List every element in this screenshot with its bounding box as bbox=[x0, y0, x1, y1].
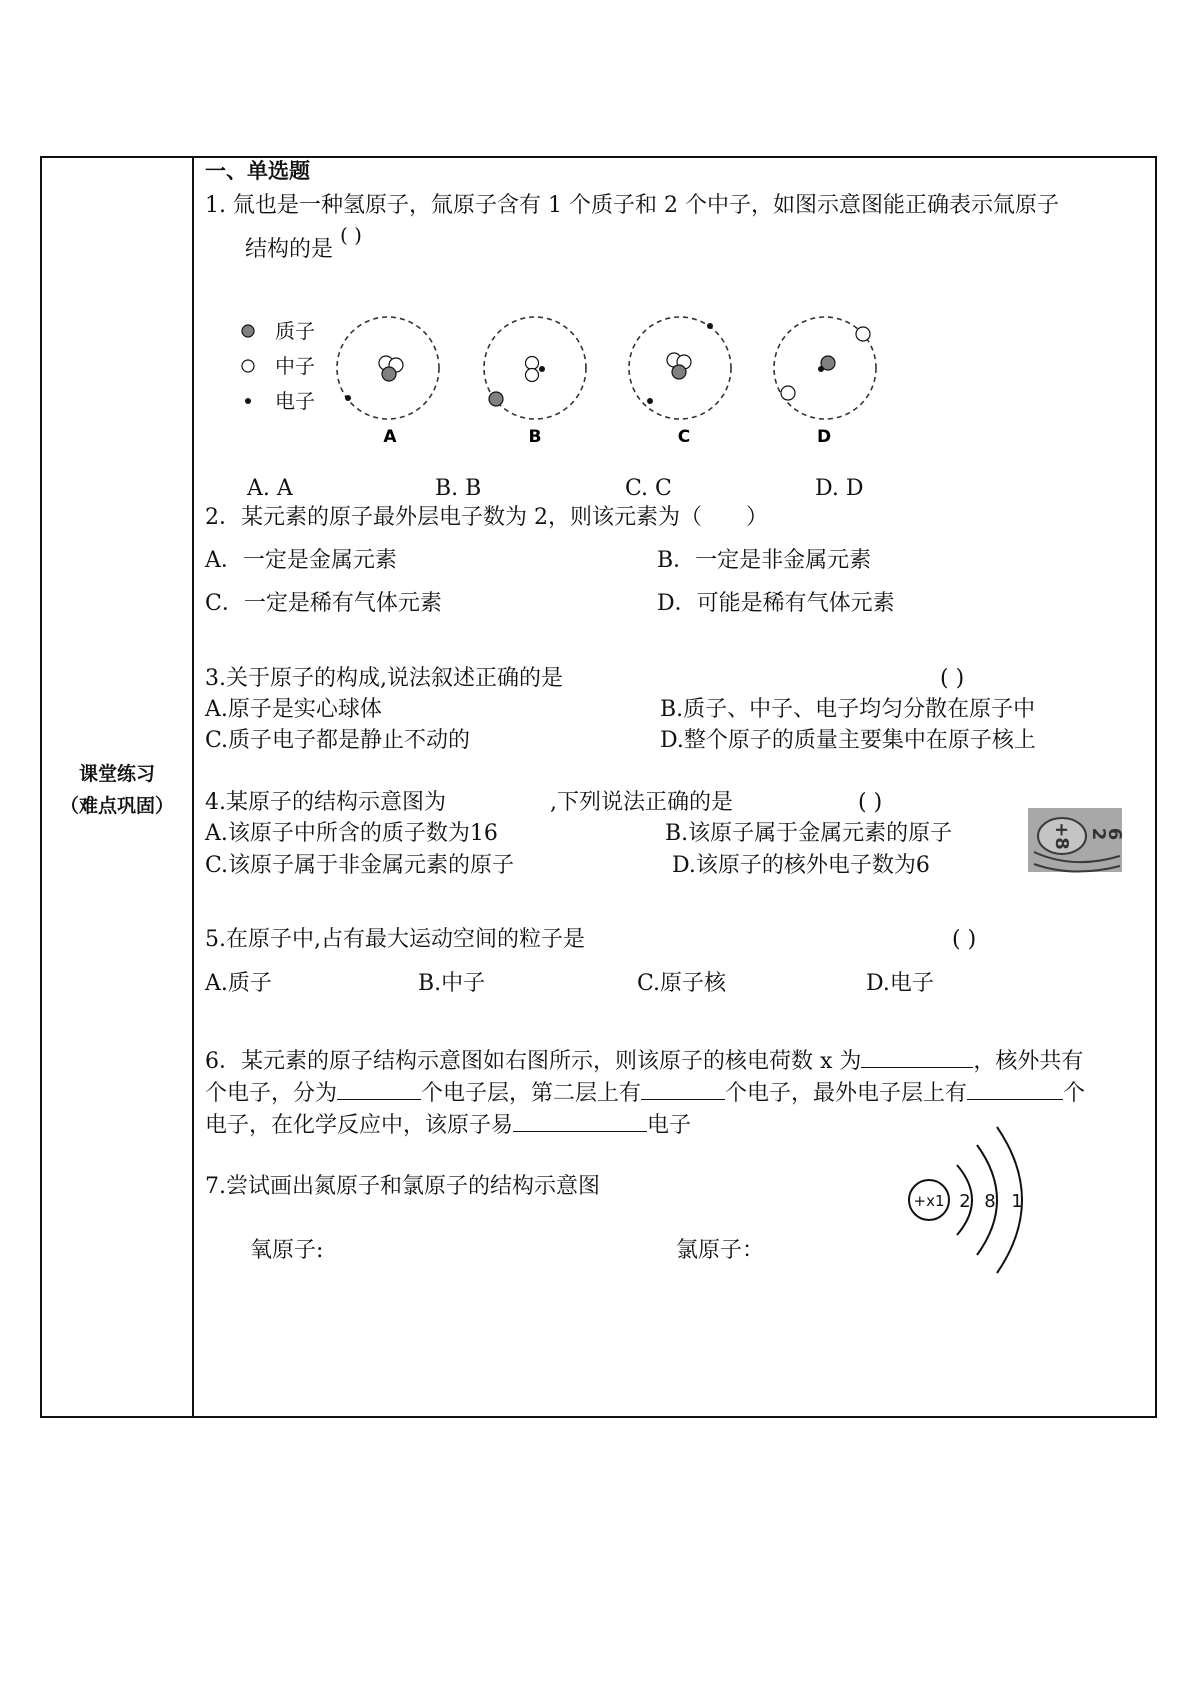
diagram-nucleus-label: +x1 bbox=[913, 1192, 945, 1210]
side-label-line2: （难点巩固） bbox=[59, 795, 174, 817]
q5-stem: 5.在原子中,占有最大运动空间的粒子是 bbox=[205, 927, 585, 952]
side-label bbox=[42, 758, 192, 822]
diagram-label-c: C bbox=[677, 427, 691, 447]
legend-proton-label: 质子 bbox=[275, 319, 315, 343]
q6-line3: 电子，在化学反应中，该原子易 电子 bbox=[205, 1113, 692, 1138]
diagram-label-b: B bbox=[528, 427, 542, 447]
q6-blank-tendency[interactable] bbox=[513, 1113, 647, 1132]
q6-blank-shell-count[interactable] bbox=[641, 1081, 725, 1100]
q6-blank-outer[interactable] bbox=[967, 1081, 1063, 1100]
q5-option-d[interactable]: D.电子 bbox=[866, 971, 934, 996]
q4-photo-shell1: 2 bbox=[1088, 827, 1109, 841]
q4-option-c[interactable]: C.该原子属于非金属元素的原子 bbox=[205, 853, 515, 878]
q1-option-d[interactable]: D. D bbox=[815, 476, 864, 501]
legend-electron-icon bbox=[245, 398, 251, 404]
q2-option-c[interactable]: C．一定是稀有气体元素 bbox=[205, 591, 442, 616]
q7-label-left: 氧原子: bbox=[250, 1238, 324, 1263]
diagram-shell2-label: 8 bbox=[984, 1191, 996, 1212]
legend-neutron-label: 中子 bbox=[275, 354, 315, 378]
q1-option-a[interactable]: A. A bbox=[247, 476, 293, 501]
q7-label-right: 氯原子： bbox=[676, 1238, 765, 1263]
legend-electron-label: 电子 bbox=[275, 389, 315, 413]
q2-stem: 2．某元素的原子最外层电子数为 2，则该元素为（ ） bbox=[205, 505, 768, 530]
q1-atom-diagrams bbox=[240, 305, 750, 460]
q4-option-b[interactable]: B.该原子属于金属元素的原子 bbox=[665, 821, 953, 846]
legend-neutron-icon bbox=[242, 360, 254, 372]
q1-option-c[interactable]: C. C bbox=[625, 476, 672, 501]
q6-line2: 个电子，分为 个电子层，第二层上有 个电子，最外电子层上有 个 bbox=[205, 1081, 1086, 1106]
diagram-shell3-label: 1 bbox=[1011, 1191, 1023, 1212]
q5-option-c[interactable]: C.原子核 bbox=[637, 971, 727, 996]
side-label-line1: 课堂练习 bbox=[78, 763, 155, 785]
q2-option-a[interactable]: A．一定是金属元素 bbox=[205, 548, 397, 573]
q2-option-d[interactable]: D．可能是稀有气体元素 bbox=[657, 591, 895, 616]
diagram-label-d: D bbox=[816, 427, 832, 447]
q6-blank-electron-count[interactable] bbox=[337, 1081, 421, 1100]
q1-option-b[interactable]: B. B bbox=[435, 476, 482, 501]
q6-structure-diagram bbox=[905, 1125, 1045, 1275]
q3-option-d[interactable]: D.整个原子的质量主要集中在原子核上 bbox=[660, 728, 1036, 753]
atom-diagram-b bbox=[484, 317, 586, 419]
q3-option-b[interactable]: B.质子、中子、电子均匀分散在原子中 bbox=[660, 697, 1036, 722]
q3-stem: 3.关于原子的构成,说法叙述正确的是 bbox=[205, 666, 563, 691]
q4-structure-photo bbox=[1028, 808, 1125, 872]
diagram-shell1-label: 2 bbox=[959, 1191, 971, 1212]
q7-stem: 7.尝试画出氮原子和氯原子的结构示意图 bbox=[205, 1174, 600, 1199]
q1-atom-diagram-d bbox=[750, 305, 900, 460]
column-divider bbox=[192, 156, 194, 1418]
q4-option-d[interactable]: D.该原子的核外电子数为6 bbox=[672, 853, 930, 878]
q6-blank-charge[interactable] bbox=[861, 1049, 973, 1068]
q1-line2: 结构的是 bbox=[245, 237, 334, 262]
q5-bracket: ( ) bbox=[952, 927, 977, 952]
diagram-label-a: A bbox=[383, 427, 397, 447]
q4-photo-shell2: 6 bbox=[1104, 827, 1125, 841]
legend-proton-icon bbox=[242, 325, 254, 337]
q6-line1: 6．某元素的原子结构示意图如右图所示，则该原子的核电荷数 x 为 ，核外共有 bbox=[205, 1049, 1084, 1074]
q3-option-c[interactable]: C.质子电子都是静止不动的 bbox=[205, 728, 471, 753]
q5-option-a[interactable]: A.质子 bbox=[205, 971, 272, 996]
q5-option-b[interactable]: B.中子 bbox=[418, 971, 486, 996]
q4-photo-nucleus: +8 bbox=[1051, 822, 1072, 850]
atom-diagram-c bbox=[629, 317, 731, 419]
q3-bracket: ( ) bbox=[940, 666, 965, 691]
q3-option-a[interactable]: A.原子是实心球体 bbox=[205, 697, 382, 722]
q4-stem-part1: 4.某原子的结构示意图为 bbox=[205, 790, 446, 815]
q4-stem-part2: ,下列说法正确的是 bbox=[550, 790, 733, 815]
section-title: 一、单选题 bbox=[205, 159, 310, 183]
q4-bracket: ( ) bbox=[858, 790, 883, 815]
q1-bracket: ( ) bbox=[340, 223, 362, 247]
atom-diagram-a bbox=[337, 317, 439, 419]
q2-option-b[interactable]: B．一定是非金属元素 bbox=[657, 548, 872, 573]
q1-line1: 1. 氚也是一种氢原子，氚原子含有 1 个质子和 2 个中子，如图示意图能正确表示氚原子 bbox=[205, 193, 1059, 218]
q4-option-a[interactable]: A.该原子中所含的质子数为16 bbox=[205, 821, 498, 846]
